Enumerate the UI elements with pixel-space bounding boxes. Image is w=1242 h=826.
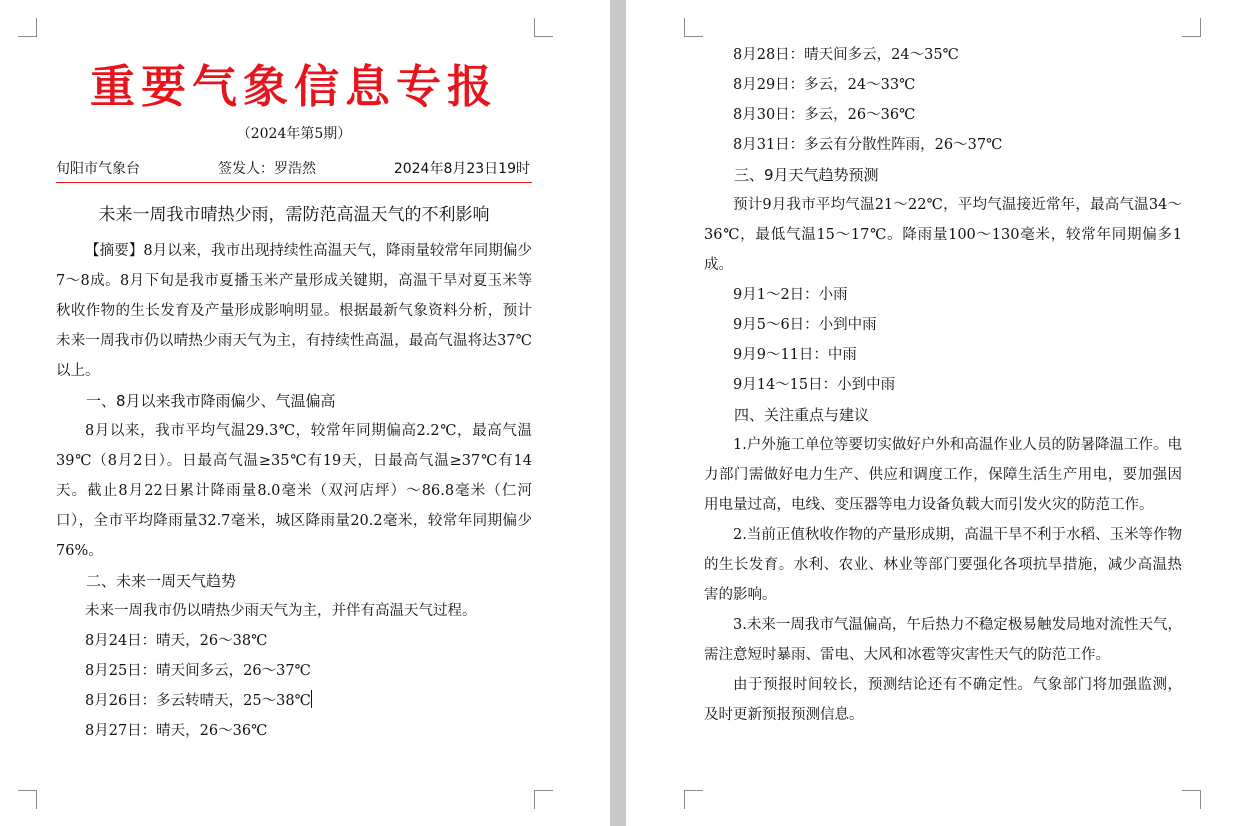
section-3-paragraph: 预计9月我市平均气温21～22℃，平均气温接近常年，最高气温34～36℃，最低气温15～17℃。降雨量100～130毫米，较常年同期偏多1成。: [704, 197, 1182, 273]
crop-mark: [534, 790, 553, 809]
issuing-org: 旬阳市气象台: [56, 161, 140, 177]
crop-mark: [1182, 18, 1201, 37]
document-page-2[interactable]: [626, 0, 1242, 826]
advice-paragraph: 1.户外施工单位等要切实做好户外和高温作业人员的防暑降温工作。电力部门需做好电力生产、供应和调度工作，保障生活生产用电，要加强因用电量过高，电线、变压器等电力设备负载大而引发火灾的防范工作。: [704, 437, 1182, 513]
forecast-line: 8月31日：多云有分散性阵雨，26～37℃: [733, 137, 1003, 153]
advice-paragraph: 2.当前正值秋收作物的产量形成期，高温干旱不利于水稻、玉米等作物的生长发育。水利、农业、林业等部门要强化各项抗旱措施，减少高温热害的影响。: [704, 527, 1182, 603]
abstract-paragraph: 【摘要】8月以来，我市出现持续性高温天气，降雨量较常年同期偏少7～8成。8月下旬是我市夏播玉米产量形成关键期，高温干旱对夏玉米等秋收作物的生长发育及产量形成影响明显。根据最新气象资料分析，预计未来一周我市仍以晴热少雨天气为主，有持续性高温，最高气温将达37℃以上。: [56, 243, 532, 379]
text-cursor: [311, 690, 312, 708]
crop-mark: [18, 790, 37, 809]
closing-paragraph: 由于预报时间较长，预测结论还有不确定性。气象部门将加强监测，及时更新预报预测信息。: [704, 677, 1182, 723]
forecast-line: 8月28日：晴天间多云，24～35℃: [733, 47, 959, 63]
section-2-paragraph: 未来一周我市仍以晴热少雨天气为主，并伴有高温天气过程。: [85, 603, 477, 619]
masthead-title: 重要气象信息专报: [89, 60, 498, 113]
forecast-line-text: 8月26日：多云转晴天，25～38℃: [85, 693, 311, 709]
header-meta: [56, 156, 532, 183]
signer: 签发人：罗浩然: [218, 161, 316, 177]
crop-mark: [684, 790, 703, 809]
september-line: 9月14～15日：小到中雨: [733, 377, 896, 393]
document-headline: 未来一周我市晴热少雨，需防范高温天气的不利影响: [98, 205, 490, 225]
crop-mark: [534, 18, 553, 37]
section-2-heading: 二、未来一周天气趋势: [86, 572, 237, 590]
issue-date: 2024年8月23日19时: [393, 161, 530, 177]
forecast-line: 8月27日：晴天，26～36℃: [85, 723, 268, 739]
forecast-line: 8月30日：多云，26～36℃: [733, 107, 916, 123]
section-3-heading: 三、9月天气趋势预测: [734, 166, 879, 184]
september-line: 9月1～2日：小雨: [733, 287, 848, 303]
issue-number: （2024年第5期）: [236, 126, 352, 142]
advice-paragraph: 3.未来一周我市气温偏高，午后热力不稳定极易触发局地对流性天气，需注意短时暴雨、雷电、大风和冰雹等灾害性天气的防范工作。: [704, 617, 1182, 663]
forecast-line: 8月25日：晴天间多云，26～37℃: [85, 663, 311, 679]
page-gap: [610, 0, 626, 826]
crop-mark: [18, 18, 37, 37]
crop-mark: [684, 18, 703, 37]
forecast-line: 8月24日：晴天，26～38℃: [85, 633, 268, 649]
september-line: 9月9～11日：中雨: [733, 347, 857, 363]
forecast-line: [56, 686, 532, 716]
page2-body[interactable]: [704, 40, 1182, 730]
section-4-heading: 四、关注重点与建议: [734, 406, 870, 424]
section-1-heading: 一、8月以来我市降雨偏少、气温偏高: [86, 392, 336, 410]
forecast-line: 8月29日：多云，24～33℃: [733, 77, 916, 93]
crop-mark: [1182, 790, 1201, 809]
page1-body[interactable]: [56, 236, 532, 746]
document-page-1[interactable]: [0, 0, 610, 826]
september-line: 9月5～6日：小到中雨: [733, 317, 877, 333]
section-1-paragraph: 8月以来，我市平均气温29.3℃，较常年同期偏高2.2℃，最高气温39℃（8月2日）。日最高气温≥35℃有19天，日最高气温≥37℃有14天。截止8月22日累计降雨量8.0毫米（双河店坪）～86.8毫米（仁河口），全市平均降雨量32.7毫米，城区降雨量20.2毫米，较常年同期偏少76%。: [56, 423, 532, 559]
